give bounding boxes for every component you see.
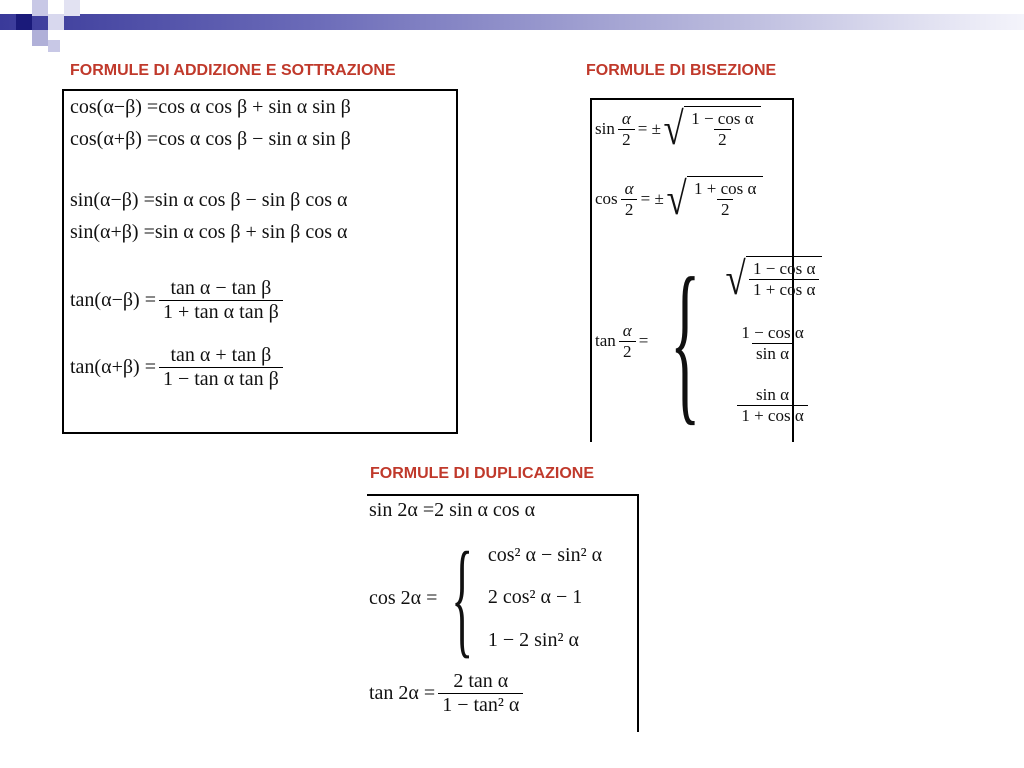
header-gradient-bar: [0, 14, 1024, 30]
heading-duplication: FORMULE DI DUPLICAZIONE: [370, 465, 594, 482]
header-square-light: [32, 0, 48, 16]
formula-cos-half-angle: cos $\frac{\alpha}{2}$ = ± √ $\frac{\text{1 + cos α}}{2}$: [595, 176, 763, 222]
fraction: $\frac{\text{sin α}}{\text{1 + cos α}}$: [726, 385, 820, 426]
left-brace: {: [670, 241, 701, 440]
fraction: $\frac{\alpha}{2}$: [618, 109, 635, 150]
formula-cos-double-angle: cos 2α = { cos² α − sin² α 2 cos² α − 1 1 − 2 sin² α: [369, 526, 603, 670]
fraction: $\frac{\text{2 tan α}}{\text{1 − tan² α}}$: [438, 670, 523, 717]
addition-formulas-box: [62, 89, 458, 434]
heading-bisection: FORMULE DI BISEZIONE: [586, 62, 777, 79]
bisection-formulas-box: [590, 98, 816, 442]
heading-addition: FORMULE DI ADDIZIONE E SOTTRAZIONE: [70, 62, 396, 79]
fraction: $\frac{\text{tan α + tan β}}{\text{1 − tan α tan β}}$: [159, 344, 283, 391]
left-brace: {: [451, 526, 474, 670]
header-square-light: [48, 40, 60, 52]
fraction: $\frac{\text{1 − cos α}}{\text{sin α}}$: [741, 322, 804, 363]
fraction: $\frac{\text{tan α − tan β}}{\text{1 + tan α tan β}}$: [159, 277, 283, 324]
formula-tan-difference: tan(α−β) = $\frac{\text{tan α − tan β}}{\text{1 + tan α tan β}}$: [70, 277, 286, 324]
fraction: $\frac{\text{1 − cos α}}{2}$: [691, 109, 754, 149]
fraction: $\frac{\alpha}{2}$: [619, 321, 636, 362]
formula-sin-half-angle: sin $\frac{\alpha}{2}$ = ± √ $\frac{\text{1 − cos α}}{2}$: [595, 106, 761, 152]
cases: [723, 246, 823, 436]
fraction: $\frac{\text{1 + cos α}}{2}$: [694, 179, 757, 219]
formula-cos-difference: cos(α−β) = cos α cos β + sin α sin β: [70, 96, 351, 118]
formula-tan-sum: tan(α+β) = $\frac{\text{tan α + tan β}}{\text{1 − tan α tan β}}$: [70, 344, 286, 391]
formula-sin-double-angle: sin 2α = 2 sin α cos α: [369, 499, 536, 521]
fraction: $\frac{\text{1 − cos α}}{\text{1 + cos α}}$: [749, 259, 819, 300]
formula-sin-difference: sin(α−β) = sin α cos β − sin β cos α: [70, 189, 348, 211]
header-square-light: [48, 14, 64, 30]
header-square-light: [64, 0, 80, 16]
formula-cos-sum: cos(α+β) = cos α cos β − sin α sin β: [70, 128, 351, 150]
header-square-mid: [32, 30, 48, 46]
header-square-dark: [16, 14, 32, 30]
formula-sin-sum: sin(α+β) = sin α cos β + sin β cos α: [70, 221, 348, 243]
duplication-formulas-box: [367, 494, 639, 732]
square-root: √ $\frac{\text{1 − cos α}}{\text{1 + cos α}}$: [723, 256, 823, 302]
cases: cos² α − sin² α 2 cos² α − 1 1 − 2 sin² α: [487, 543, 603, 652]
formula-tan-double-angle: tan 2α = $\frac{\text{2 tan α}}{\text{1 − tan² α}}$: [369, 670, 526, 717]
square-root: √ $\frac{\text{1 + cos α}}{2}$: [664, 176, 764, 222]
square-root: √ $\frac{\text{1 − cos α}}{2}$: [661, 106, 761, 152]
formula-tan-half-angle: tan $\frac{\alpha}{2}$ = { √ $\frac{\text{1 − cos α}}{\text{1 + cos α}}$ $\frac{\text{1 − cos α}}{\text{sin α}}$ $\frac{\text{sin α}}{\text{1 + cos α}}$: [595, 246, 822, 436]
fraction: $\frac{\alpha}{2}$: [621, 179, 638, 220]
